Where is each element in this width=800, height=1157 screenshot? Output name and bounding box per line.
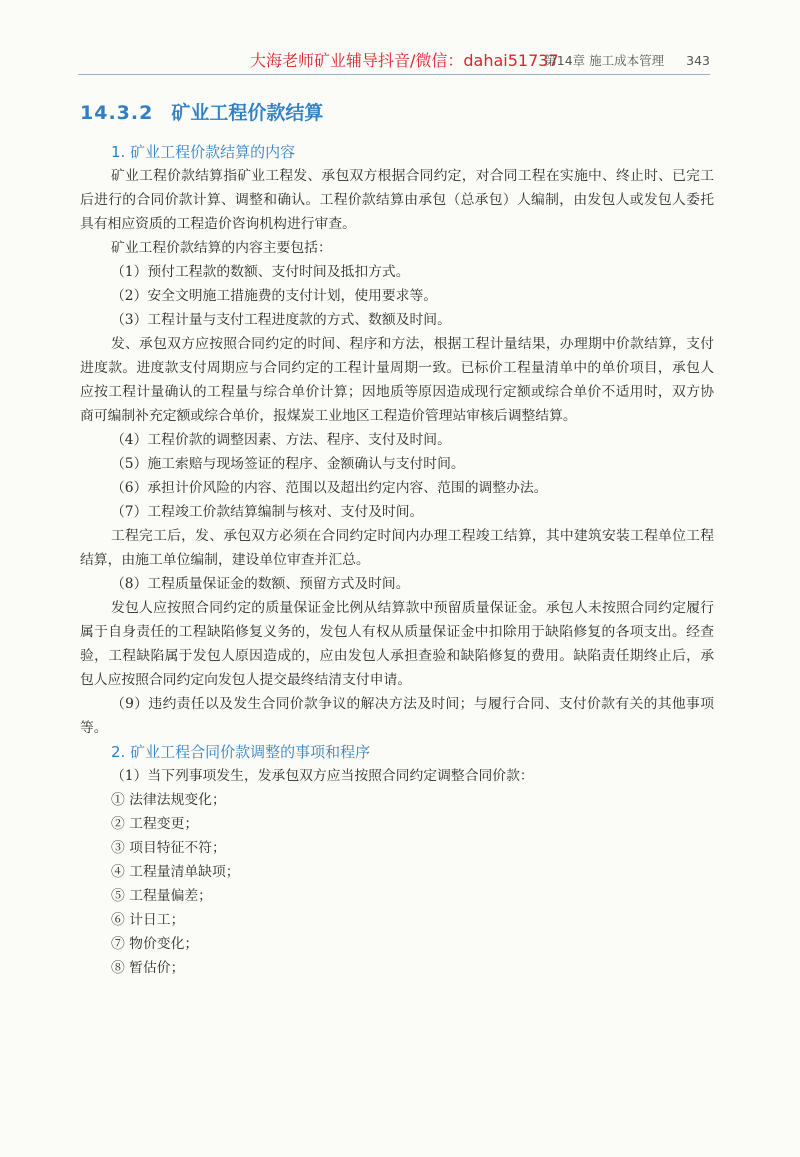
list-item: （6）承担计价风险的内容、范围以及超出约定内容、范围的调整办法。 bbox=[111, 480, 548, 496]
event-item: ⑥ 计日工； bbox=[111, 912, 185, 928]
paragraph: 矿业工程价款结算的内容主要包括： bbox=[111, 240, 332, 256]
event-item: ② 工程变更； bbox=[111, 816, 199, 832]
list-item: （3）工程计量与支付工程进度款的方式、数额及时间。 bbox=[111, 312, 451, 328]
event-item: ⑤ 工程量偏差； bbox=[111, 888, 212, 904]
subsection-heading: 1. 矿业工程价款结算的内容 bbox=[111, 143, 296, 161]
list-item: （4）工程价款的调整因素、方法、程序、支付及时间。 bbox=[111, 432, 451, 448]
list-item: （2）安全文明施工措施费的支付计划，使用要求等。 bbox=[111, 288, 438, 304]
event-item: ④ 工程量清单缺项； bbox=[111, 864, 240, 880]
list-item: （8）工程质量保证金的数额、预留方式及时间。 bbox=[111, 576, 410, 592]
paragraph: 发包人应按照合同约定的质量保证金比例从结算款中预留质量保证金。承包人未按照合同约定履行属于自身责任的工程缺陷修复义务的，发包人有权从质量保证金中扣除用于缺陷修复的各项支出。经查验，工程缺陷属于发包人原因造成的，应由发包人承担查验和缺陷修复的费用。缺陷责任期终止后，承包人应按照合同约定向发包人提交最终结清支付申请。 bbox=[80, 600, 714, 688]
section-heading bbox=[80, 98, 323, 125]
list-item: （1）当下列事项发生，发承包双方应当按照合同约定调整合同价款： bbox=[111, 768, 534, 784]
watermark-text: 大海老师矿业辅导抖音/微信：dahai51737 bbox=[250, 51, 559, 70]
event-item: ⑧ 暂估价； bbox=[111, 960, 185, 976]
event-item: ① 法律法规变化； bbox=[111, 792, 226, 808]
subsection-heading: 2. 矿业工程合同价款调整的事项和程序 bbox=[111, 743, 371, 761]
paragraph: 矿业工程价款结算指矿业工程发、承包双方根据合同约定，对合同工程在实施中、终止时、已完工后进行的合同价款计算、调整和确认。工程价款结算由承包（总承包）人编制，由发包人或发包人委托具有相应资质的工程造价咨询机构进行审查。 bbox=[80, 168, 714, 232]
running-head bbox=[544, 51, 710, 69]
list-item: （1）预付工程款的数额、支付时间及抵扣方式。 bbox=[111, 264, 410, 280]
paragraph: 工程完工后，发、承包双方必须在合同约定时间内办理工程竣工结算，其中建筑安装工程单位工程结算，由施工单位编制，建设单位审查并汇总。 bbox=[80, 528, 714, 568]
section-title: 矿业工程价款结算 bbox=[171, 102, 324, 124]
paragraph: 发、承包双方应按照合同约定的时间、程序和方法，根据工程计量结果，办理期中价款结算，支付进度款。进度款支付周期应与合同约定的工程计量周期一致。已标价工程量清单中的单价项目，承包人应按工程计量确认的工程量与综合单价计算；因地质等原因造成现行定额或综合单价不适用时，双方协商可编制补充定额或综合单价，报煤炭工业地区工程造价管理站审核后调整结算。 bbox=[80, 336, 714, 424]
page-number: 343 bbox=[686, 53, 710, 68]
event-item: ③ 项目特征不符； bbox=[111, 840, 226, 856]
body-text bbox=[80, 140, 714, 980]
chapter-title: 第14章 施工成本管理 bbox=[544, 53, 665, 68]
event-item: ⑦ 物价变化； bbox=[111, 936, 199, 952]
section-number: 14.3.2 bbox=[80, 102, 154, 124]
page-header bbox=[78, 48, 710, 75]
list-item: （5）施工索赔与现场签证的程序、金额确认与支付时间。 bbox=[111, 456, 465, 472]
list-item: （7）工程竣工价款结算编制与核对、支付及时间。 bbox=[111, 504, 424, 520]
paragraph: （9）违约责任以及发生合同价款争议的解决方法及时间；与履行合同、支付价款有关的其他事项等。 bbox=[80, 696, 714, 736]
